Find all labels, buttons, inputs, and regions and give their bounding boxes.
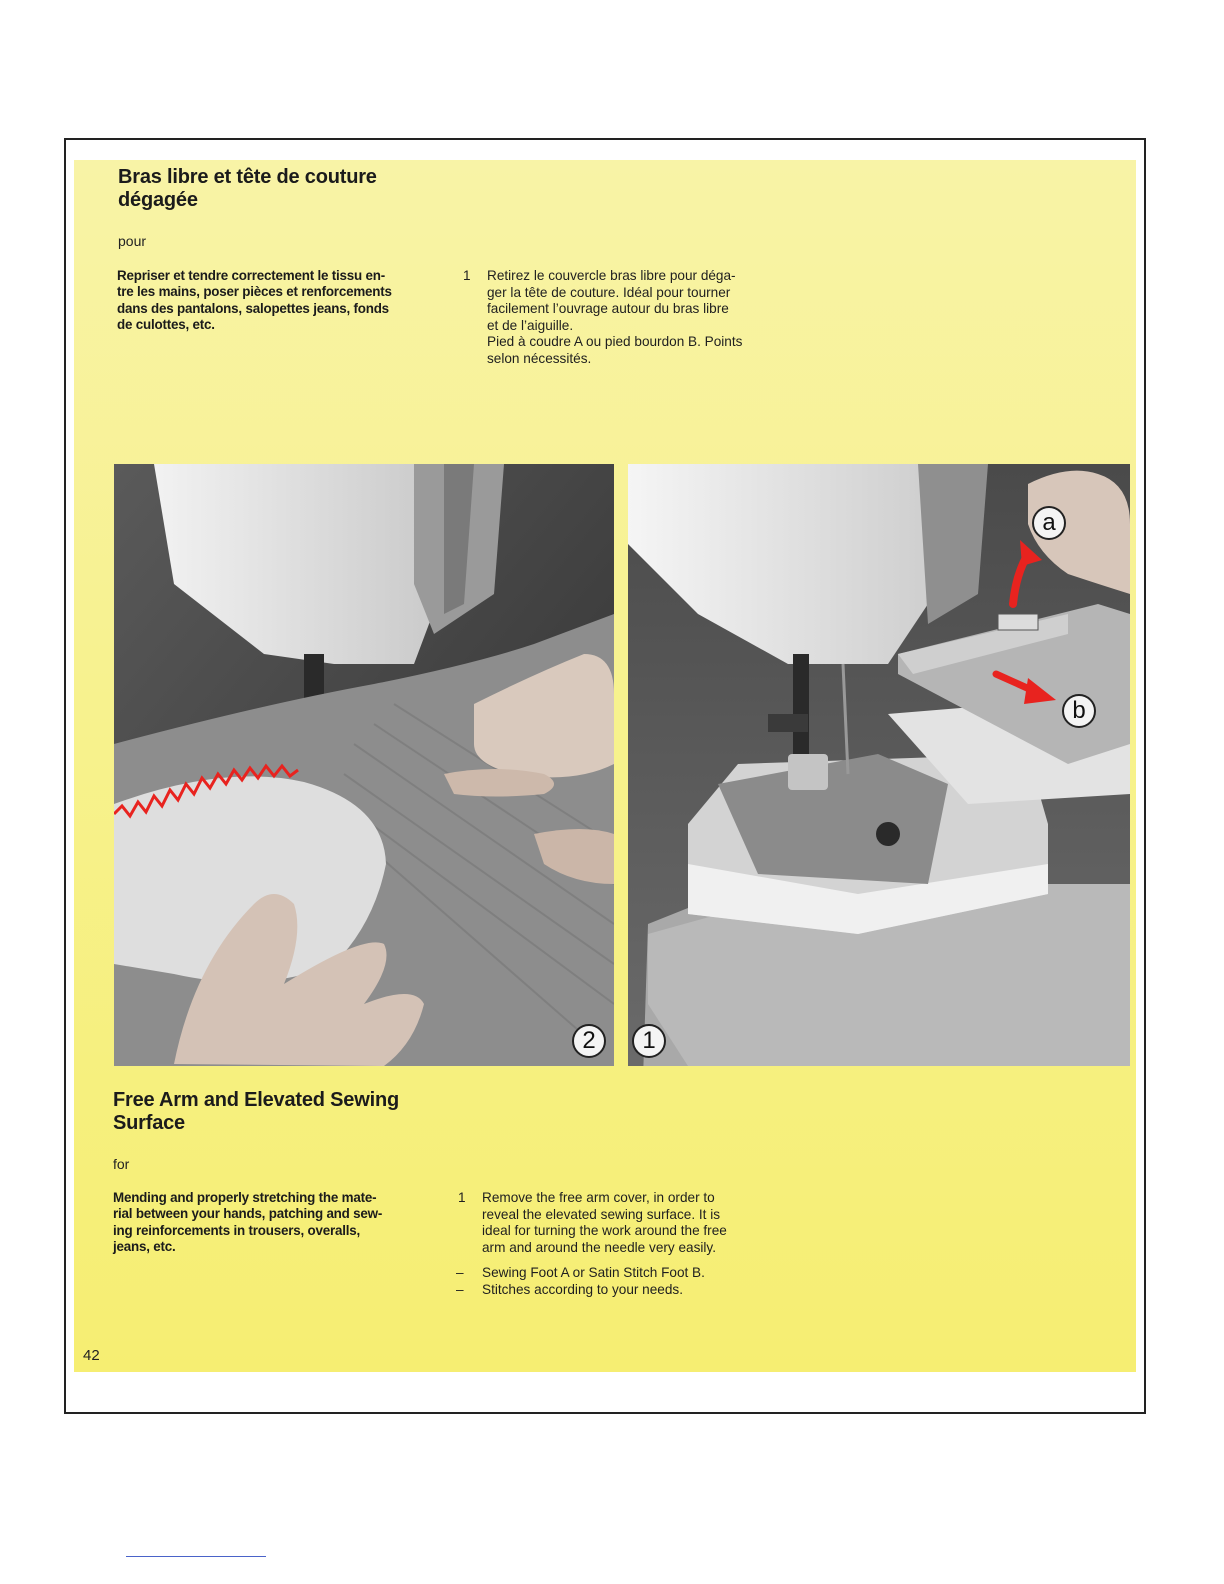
french-purpose-line: de culottes, etc. xyxy=(117,317,215,333)
english-step-1 xyxy=(458,1190,788,1260)
english-purpose-line: rial between your hands, patching and sew- xyxy=(113,1206,383,1222)
dash-bullet: – xyxy=(456,1265,464,1280)
dash-item-text: Stitches according to your needs. xyxy=(482,1282,683,1297)
figure-1-photo xyxy=(628,464,1130,1066)
english-step-line: reveal the elevated sewing surface. It is xyxy=(482,1206,721,1222)
french-title-line-1: Bras libre et tête de couture xyxy=(118,166,377,188)
english-purpose xyxy=(113,1190,443,1256)
french-step-line: ger la tête de couture. Idéal pour tourner xyxy=(487,284,731,300)
figure-1-number-badge: 1 xyxy=(632,1024,666,1058)
english-step-text xyxy=(482,1190,782,1256)
figure-2-illustration xyxy=(114,464,614,1066)
english-purpose-line: Mending and properly stretching the mate- xyxy=(113,1190,377,1205)
french-purpose-line: Repriser et tendre correctement le tissu en- xyxy=(117,268,386,283)
french-step-line: facilement l’ouvrage autour du bras libre xyxy=(487,301,729,316)
figure-1-illustration xyxy=(628,464,1130,1066)
french-step-1 xyxy=(463,268,793,368)
french-title xyxy=(118,166,377,212)
label-b-badge: b xyxy=(1062,694,1096,728)
english-step-line: ideal for turning the work around the free xyxy=(482,1223,727,1238)
dash-item-text: Sewing Foot A or Satin Stitch Foot B. xyxy=(482,1265,705,1280)
english-dash-item-2 xyxy=(456,1282,796,1299)
french-step-line: Pied à coudre A ou pied bourdon B. Points xyxy=(487,334,743,349)
english-purpose-line: jeans, etc. xyxy=(113,1239,176,1255)
french-for-word: pour xyxy=(118,233,147,249)
page-number: 42 xyxy=(83,1347,100,1364)
english-step-line: arm and around the needle very easily. xyxy=(482,1239,717,1255)
figure-2-photo xyxy=(114,464,614,1066)
french-purpose-line: tre les mains, poser pièces et renforcements xyxy=(117,284,392,300)
english-step-number: 1 xyxy=(458,1190,466,1205)
english-for-word: for xyxy=(113,1156,130,1172)
french-step-line: Retirez le couvercle bras libre pour déga- xyxy=(487,268,736,283)
french-step-text xyxy=(487,268,787,367)
dash-bullet: – xyxy=(456,1282,464,1297)
french-purpose xyxy=(117,268,447,334)
french-step-line: et de l’aiguille. xyxy=(487,317,574,333)
english-title-line-2: Surface xyxy=(113,1112,185,1134)
english-step-line: Remove the free arm cover, in order to xyxy=(482,1190,715,1205)
label-a-badge: a xyxy=(1032,506,1066,540)
english-purpose-line: ing reinforcements in trousers, overalls, xyxy=(113,1222,361,1238)
english-title-line-1: Free Arm and Elevated Sewing xyxy=(113,1089,399,1111)
french-purpose-line: dans des pantalons, salopettes jeans, fonds xyxy=(117,300,389,316)
footer-link-underline[interactable] xyxy=(126,1556,266,1557)
english-dash-item-1 xyxy=(456,1265,796,1282)
french-step-number: 1 xyxy=(463,268,471,283)
english-title xyxy=(113,1089,399,1135)
figure-2-number-badge: 2 xyxy=(572,1024,606,1058)
french-title-line-2: dégagée xyxy=(118,189,198,211)
french-step-line: selon nécessités. xyxy=(487,350,592,366)
